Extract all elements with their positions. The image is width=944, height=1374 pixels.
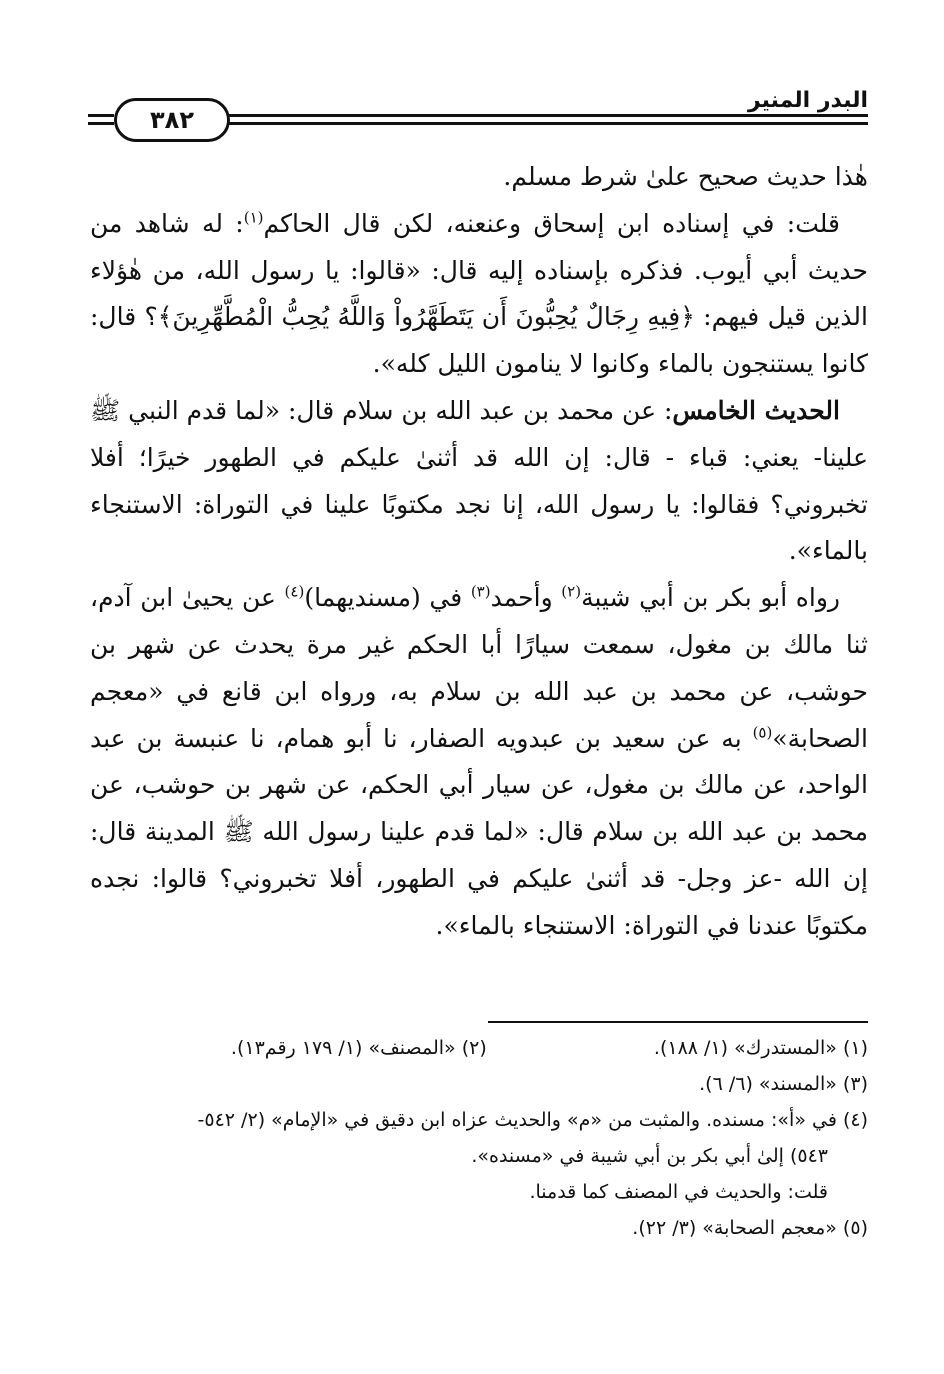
header-rule [228, 122, 868, 125]
book-title: البدر المنير [747, 88, 868, 113]
header-rule [88, 114, 114, 117]
paragraph-text: : له شاهد من حديث أبي أيوب. فذكره بإسناده إليه قال: «قالوا: يا رسول الله، من هٰؤلاء الذين قيل فيهم: ﴿فِيهِ رِجَالٌ يُحِبُّونَ أَن يَتَطَهَّرُواْ وَاللَّهُ يُحِبُّ الْمُطَّهِّرِينَ﴾؟ قال: كانوا يستنجون بالماء وكانوا لا ينامون الليل كله». [90, 208, 868, 379]
footnote-row [90, 1030, 868, 1066]
footnote-ref[interactable]: (١) [243, 208, 264, 227]
paragraph-text: : عن محمد بن عبد الله بن سلام قال: «لما قدم النبي ﷺ علينا- يعني: قباء - قال: إن الله قد أثنىٰ عليكم في الطهور خيرًا؛ أفلا تخبروني؟ فقالوا: يا رسول الله، إنا نجد مكتوبًا علينا في التوراة: الاستنجاء بالماء». [90, 395, 868, 566]
footnote-ref[interactable]: (٥) [752, 723, 773, 742]
paragraph-text: قلت: في إسناده ابن إسحاق وعنعنه، لكن قال الحاكم [263, 208, 841, 238]
paragraph-text: هٰذا حديث صحيح علىٰ شرط مسلم. [503, 162, 868, 191]
paragraph-text: في (مسنديهما) [304, 583, 471, 613]
footnote-continuation: قلت: والحديث في المصنف كما قدمنا. [529, 1181, 828, 1203]
paragraph-text: به عن سعيد بن عبدويه الصفار، نا أبو همام، نا عنبسة بن عبد الواحد، عن مالك بن مغول، عن سيار أبي الحكم، عن شهر بن حوشب، عن محمد بن عبد الله بن سلام قال: «لما قدم علينا رسول الله ﷺ المدينة قال: إن الله -عز وجل- قد أثنىٰ عليكم في الطهور، أفلا تخبروني؟ قالوا: نجده مكتوبًا عندنا في التوراة: الاستنجاء بالماء». [90, 723, 868, 940]
main-text [90, 154, 868, 950]
paragraph [90, 201, 868, 388]
footnote-item: (١) «المستدرك» (١/ ١٨٨). [653, 1037, 868, 1059]
footnote-item: (٣) «المسند» (٦/ ٦). [699, 1073, 868, 1095]
header-rule [228, 114, 868, 117]
footnote-item: (٢) «المصنف» (١/ ١٧٩ رقم١٣). [230, 1037, 487, 1059]
footnote-item: (٥) «معجم الصحابة» (٣/ ٢٢). [632, 1217, 868, 1239]
footnote-ref[interactable]: (٢) [561, 582, 582, 601]
footnote-ref[interactable]: (٣) [470, 582, 491, 601]
paragraph-text: رواه أبو بكر بن أبي شيبة [581, 583, 840, 613]
paragraph [90, 575, 868, 949]
header-rule [88, 122, 114, 125]
footnote-divider [488, 1021, 868, 1023]
footnote-ref[interactable]: (٤) [284, 582, 305, 601]
footnotes [90, 1030, 868, 1246]
paragraph-text: وأحمد [490, 583, 562, 613]
footnote-continuation: ٥٤٣) إلىٰ أبي بكر بن أبي شيبة في «مسنده». [471, 1145, 828, 1167]
paragraph [90, 388, 868, 575]
page-header [88, 88, 868, 142]
section-title: الحديث الخامس [672, 395, 840, 425]
paragraph-text: عن يحيىٰ ابن آدم، ثنا مالك بن مغول، سمعت سيارًا أبا الحكم غير مرة يحدث عن شهر بن حوشب، عن محمد بن عبد الله بن سلام به، ورواه ابن قانع في «معجم الصحابة» [90, 583, 868, 753]
page-number: ٣٨٢ [114, 98, 230, 142]
footnote-item: (٤) في «أ»: مسنده. والمثبت من «م» والحديث عزاه ابن دقيق في «الإمام» (٢/ ٥٤٢- [197, 1109, 868, 1131]
paragraph [90, 154, 868, 201]
